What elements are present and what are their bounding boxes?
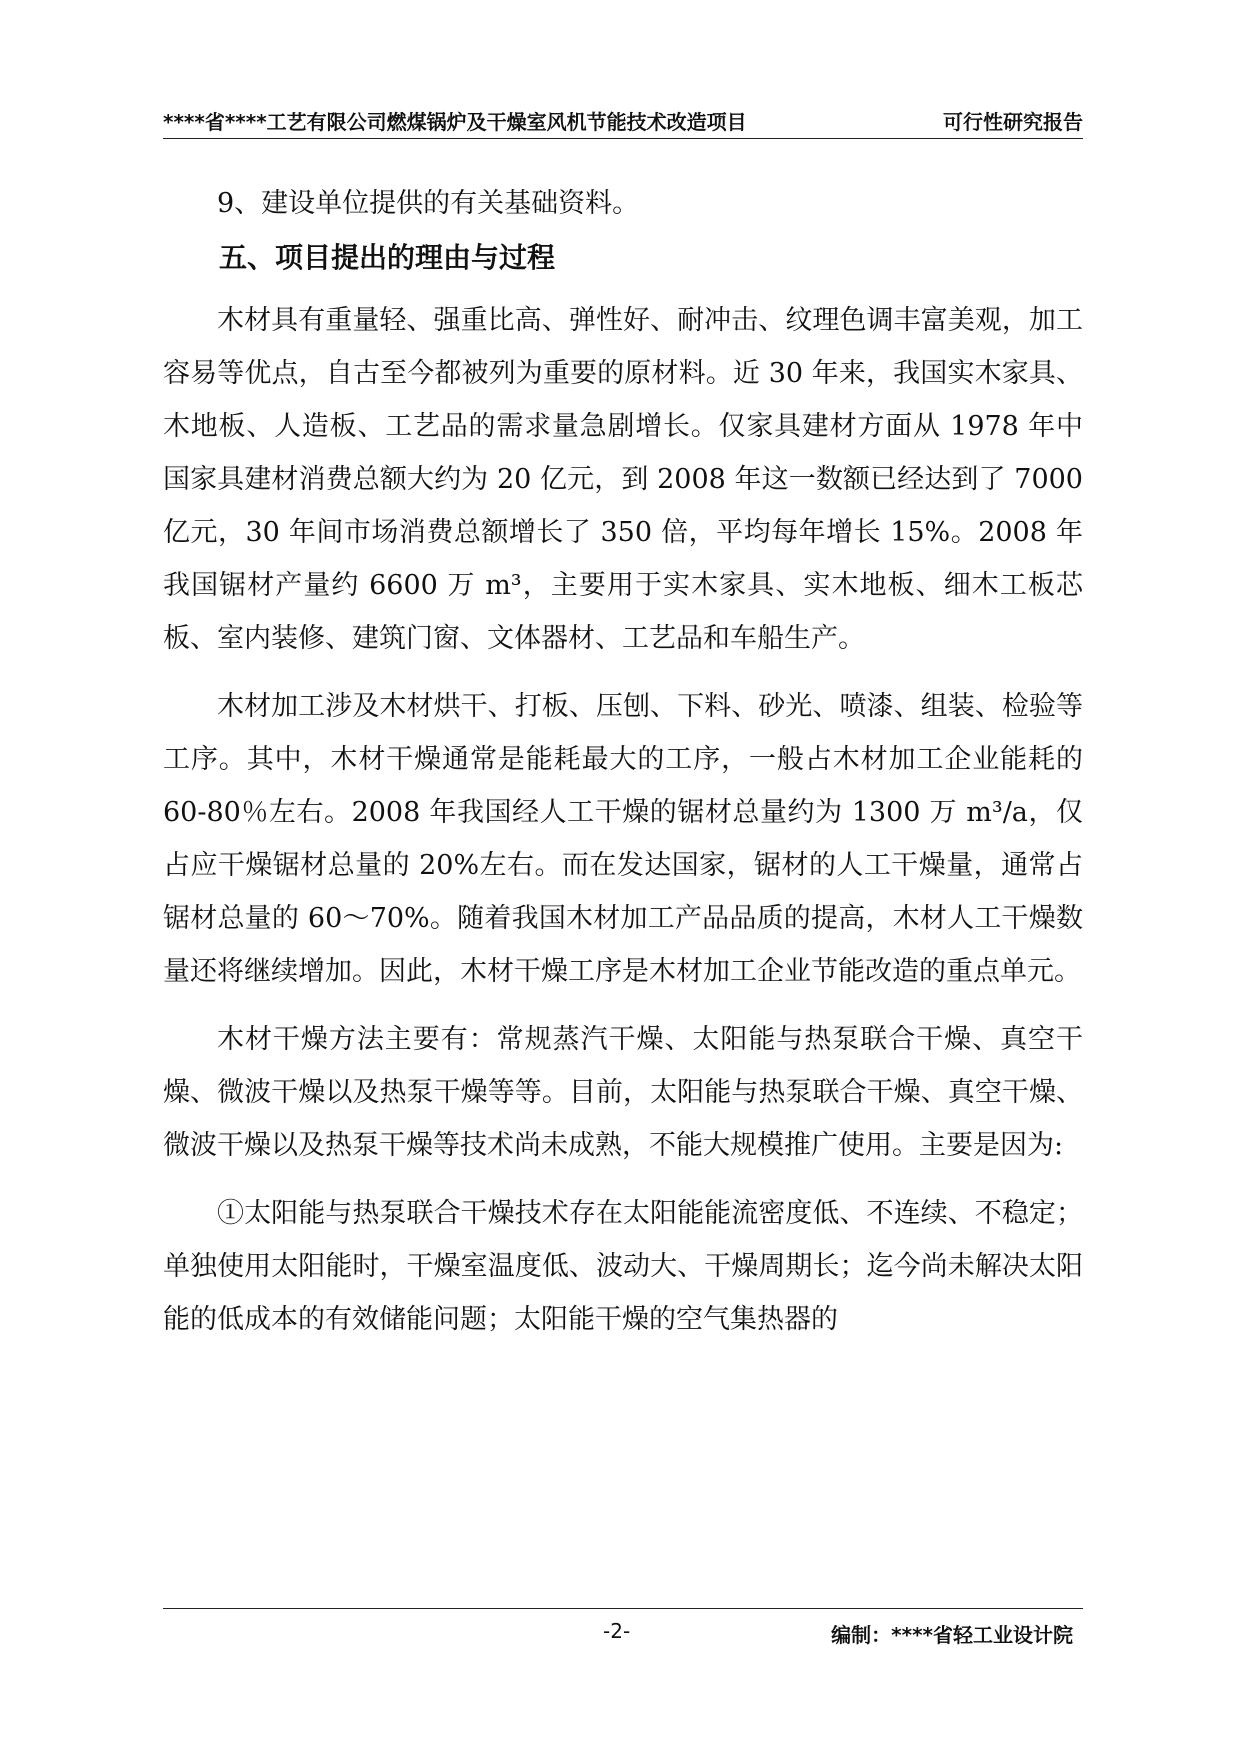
header-document-type: 可行性研究报告 bbox=[943, 110, 1083, 134]
footer-compiled-by: 编制：****省轻工业设计院 bbox=[831, 1623, 1073, 1647]
paragraph-wood-drying-energy: 木材加工涉及木材烘干、打板、压刨、下料、砂光、喷漆、组装、检验等工序。其中，木材干燥通常是能耗最大的工序，一般占木材加工企业能耗的 60-80％左右。2008 年我国经人工干燥的锯材总量约为 1300 万 m³/a，仅占应干燥锯材总量的 20%左右。而在发达国家，锯材的人工干燥量，通常占锯材总量的 60～70%。随着我国木材加工产品品质的提高，木材人工干燥数量还将继续增加。因此，木材干燥工序是木材加工企业节能改造的重点单元。 bbox=[163, 691, 1083, 987]
header-project-title: ****省****工艺有限公司燃煤锅炉及干燥室风机节能技术改造项目 bbox=[163, 110, 747, 134]
paragraph-solar-heat-pump: ①太阳能与热泵联合干燥技术存在太阳能能流密度低、不连续、不稳定；单独使用太阳能时，干燥室温度低、波动大、干燥周期长；迄今尚未解决太阳能的低成本的有效储能问题；太阳能干燥的空气集热器的 bbox=[163, 1198, 1083, 1335]
page-header bbox=[163, 102, 1083, 139]
section-heading-5: 五、项目提出的理由与过程 bbox=[219, 241, 556, 274]
page-number: -2- bbox=[603, 1619, 631, 1643]
list-item-9: 9、建设单位提供的有关基础资料。 bbox=[217, 188, 640, 219]
paragraph-drying-methods: 木材干燥方法主要有：常规蒸汽干燥、太阳能与热泵联合干燥、真空干燥、微波干燥以及热泵干燥等等。目前，太阳能与热泵联合干燥、真空干燥、微波干燥以及热泵干燥等技术尚未成熟，不能大规模推广使用。主要是因为: bbox=[163, 1024, 1083, 1161]
page-footer bbox=[163, 1608, 1083, 1649]
page-content bbox=[163, 177, 1083, 1346]
paragraph-wood-demand: 木材具有重量轻、强重比高、弹性好、耐冲击、纹理色调丰富美观，加工容易等优点，自古至今都被列为重要的原材料。近 30 年来，我国实木家具、木地板、人造板、工艺品的需求量急剧增长。仅家具建材方面从 1978 年中国家具建材消费总额大约为 20 亿元，到 2008 年这一数额已经达到了 7000 亿元，30 年间市场消费总额增长了 350 倍，平均每年增长 15%。2008 年我国锯材产量约 6600 万 m³，主要用于实木家具、实木地板、细木工板芯板、室内装修、建筑门窗、文体器材、工艺品和车船生产。 bbox=[163, 305, 1083, 654]
